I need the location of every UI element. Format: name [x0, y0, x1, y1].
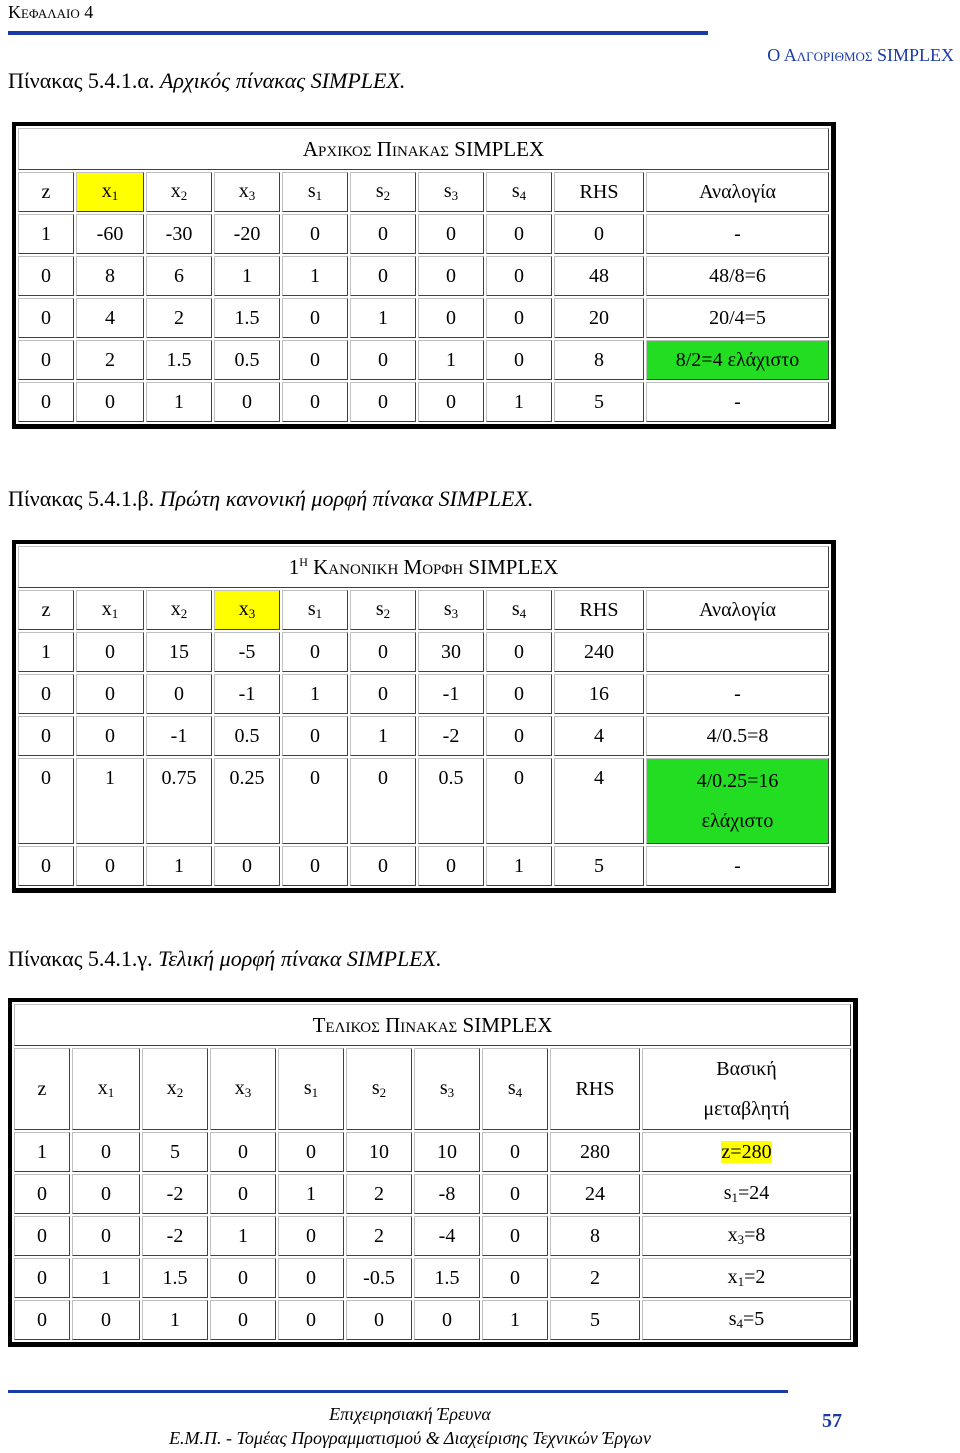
cell: 4	[76, 298, 144, 338]
header-cell: $x_1$	[72, 1048, 140, 1130]
cell: 0	[14, 1174, 70, 1214]
table-row	[18, 674, 829, 714]
cell: 1	[350, 716, 416, 756]
cell: 0	[210, 1132, 276, 1172]
table2-caption-description: Πρώτη κανονική μορφή πίνακα SIMPLEX.	[159, 486, 534, 511]
cell: 0	[282, 382, 348, 422]
table2-title-number: 1	[288, 554, 300, 579]
header-cell: $x_2$	[146, 590, 212, 630]
cell: 1	[278, 1174, 344, 1214]
header-cell: z	[18, 590, 74, 630]
table-row	[18, 846, 829, 886]
table1-caption	[8, 68, 405, 94]
header-cell: RHS	[554, 172, 644, 212]
footer-rule	[8, 1390, 788, 1393]
cell: 0	[350, 382, 416, 422]
cell: 0	[486, 632, 552, 672]
cell: 8	[550, 1216, 640, 1256]
cell: -2	[418, 716, 484, 756]
cell: 5	[554, 846, 644, 886]
cell: 1	[18, 632, 74, 672]
cell: -0.5	[346, 1258, 412, 1298]
cell: -4	[414, 1216, 480, 1256]
header-cell-pivot: $x_3$	[214, 590, 280, 630]
header-cell: $x_1$	[76, 590, 144, 630]
header-cell: $x_3$	[214, 172, 280, 212]
table-row	[14, 1132, 851, 1172]
cell: 2	[146, 298, 212, 338]
header-cell: Βασική μεταβλητή	[642, 1048, 851, 1130]
cell: -2	[142, 1216, 208, 1256]
cell: 15	[146, 632, 212, 672]
table1-frame	[12, 122, 836, 429]
cell: 1	[76, 758, 144, 844]
cell: 1	[146, 382, 212, 422]
cell: 2	[346, 1216, 412, 1256]
cell: 0	[282, 846, 348, 886]
cell: 0.5	[214, 340, 280, 380]
cell: 0	[418, 846, 484, 886]
table3-caption-number: Πίνακας 5.4.1.γ.	[8, 946, 153, 971]
cell: 280	[550, 1132, 640, 1172]
cell: 0	[486, 214, 552, 254]
cell: 0	[486, 758, 552, 844]
cell: 8	[554, 340, 644, 380]
header-cell: $s_1$	[278, 1048, 344, 1130]
header-cell: $s_3$	[418, 172, 484, 212]
cell-basic-var	[642, 1132, 851, 1172]
cell: 0	[282, 340, 348, 380]
header-cell: $s_4$	[486, 590, 552, 630]
cell: 0	[350, 674, 416, 714]
header-cell: $s_4$	[486, 172, 552, 212]
cell: 0	[282, 298, 348, 338]
cell: 240	[554, 632, 644, 672]
cell: 0	[482, 1132, 548, 1172]
cell: 0	[418, 298, 484, 338]
cell: 0	[350, 846, 416, 886]
cell-basic-var: $x_1=2$	[642, 1258, 851, 1298]
cell: 5	[554, 382, 644, 422]
table2-header-row	[18, 590, 829, 630]
table2-frame	[12, 540, 836, 893]
header-cell: $x_2$	[142, 1048, 208, 1130]
cell: 0	[14, 1258, 70, 1298]
running-head: Ο Αλγοριθμος SIMPLEX	[767, 45, 954, 65]
table-row	[18, 758, 829, 844]
cell: 20	[554, 298, 644, 338]
cell: 0	[18, 846, 74, 886]
first-canonical-table	[16, 544, 831, 888]
table2-title-superscript: Η	[299, 554, 308, 569]
table2-caption	[8, 486, 533, 512]
cell: 0	[14, 1216, 70, 1256]
table1-caption-description: Αρχικός πίνακας SIMPLEX.	[159, 68, 406, 93]
table-row	[18, 298, 829, 338]
header-cell: Αναλογία	[646, 172, 829, 212]
cell: -30	[146, 214, 212, 254]
cell: 0	[282, 214, 348, 254]
cell: 0	[482, 1216, 548, 1256]
cell: -5	[214, 632, 280, 672]
table-row	[14, 1258, 851, 1298]
table1-header-row	[18, 172, 829, 212]
cell: 0	[18, 256, 74, 296]
cell: 0	[350, 214, 416, 254]
cell: 1	[418, 340, 484, 380]
cell: 0	[18, 298, 74, 338]
cell: 16	[554, 674, 644, 714]
cell-basic-var: $x_3=8$	[642, 1216, 851, 1256]
cell: 0	[282, 632, 348, 672]
initial-simplex-table	[16, 126, 831, 424]
cell: 0	[278, 1258, 344, 1298]
cell: 4/0.5=8	[646, 716, 829, 756]
cell: -20	[214, 214, 280, 254]
table-row	[18, 632, 829, 672]
cell: 1	[210, 1216, 276, 1256]
cell: 8	[76, 256, 144, 296]
cell: 0	[14, 1300, 70, 1340]
final-simplex-table	[12, 1002, 853, 1342]
cell: -	[646, 674, 829, 714]
cell: 1.5	[214, 298, 280, 338]
table2-title	[18, 546, 829, 588]
cell: 0	[76, 382, 144, 422]
chapter-label: Κεφαλαιο 4	[8, 2, 94, 22]
cell: 1	[142, 1300, 208, 1340]
header-cell: RHS	[554, 590, 644, 630]
cell: 0	[554, 214, 644, 254]
cell: 24	[550, 1174, 640, 1214]
table-row	[18, 716, 829, 756]
cell: 0	[278, 1216, 344, 1256]
cell: 0	[18, 340, 74, 380]
header-cell: $s_3$	[418, 590, 484, 630]
cell: 5	[550, 1300, 640, 1340]
table-row	[14, 1216, 851, 1256]
cell: 0	[482, 1174, 548, 1214]
cell: 0	[76, 716, 144, 756]
header-rule	[8, 31, 708, 35]
cell: 1	[146, 846, 212, 886]
cell: -1	[146, 716, 212, 756]
cell: 0	[418, 214, 484, 254]
cell: 0	[214, 382, 280, 422]
cell: 0	[18, 758, 74, 844]
cell: 0	[210, 1300, 276, 1340]
cell: 1	[14, 1132, 70, 1172]
cell: 10	[414, 1132, 480, 1172]
cell	[646, 632, 829, 672]
cell: 0	[76, 632, 144, 672]
cell: -	[646, 846, 829, 886]
cell: 0	[72, 1174, 140, 1214]
cell: 0	[346, 1300, 412, 1340]
cell: 2	[346, 1174, 412, 1214]
cell: 0	[486, 298, 552, 338]
cell: 0	[282, 716, 348, 756]
cell: 48/8=6	[646, 256, 829, 296]
cell: 0	[146, 674, 212, 714]
header-cell: $s_3$	[414, 1048, 480, 1130]
cell: -1	[418, 674, 484, 714]
table3-title: Τελικος Πινακας SIMPLEX	[14, 1004, 851, 1046]
cell: 0	[72, 1216, 140, 1256]
cell: 1.5	[146, 340, 212, 380]
header-cell: $s_2$	[350, 172, 416, 212]
cell: 1	[482, 1300, 548, 1340]
cell-min-ratio: 4/0.25=16 ελάχιστο	[646, 758, 829, 844]
table-row	[18, 382, 829, 422]
cell: -1	[214, 674, 280, 714]
cell-min-ratio: 8/2=4 ελάχιστο	[646, 340, 829, 380]
table1-caption-number: Πίνακας 5.4.1.α.	[8, 68, 155, 93]
cell: 0	[72, 1132, 140, 1172]
cell: 5	[142, 1132, 208, 1172]
cell-basic-var: $s_4=5$	[642, 1300, 851, 1340]
header-cell: $s_1$	[282, 590, 348, 630]
cell: 0	[486, 340, 552, 380]
cell: 0	[482, 1258, 548, 1298]
cell: 0	[418, 256, 484, 296]
cell: -60	[76, 214, 144, 254]
cell: 2	[76, 340, 144, 380]
header-cell: $s_2$	[350, 590, 416, 630]
header-cell: $s_4$	[482, 1048, 548, 1130]
cell: 1	[486, 382, 552, 422]
cell: 0	[414, 1300, 480, 1340]
table-row	[18, 214, 829, 254]
table2-title-text: Κανονικη Μορφη SIMPLEX	[313, 554, 559, 579]
cell: 6	[146, 256, 212, 296]
table3-frame	[8, 998, 858, 1347]
cell: 1	[486, 846, 552, 886]
cell: 0	[18, 382, 74, 422]
cell: 0	[278, 1132, 344, 1172]
table-row	[18, 340, 829, 380]
cell: 0.25	[214, 758, 280, 844]
table3-caption	[8, 946, 442, 972]
header-cell: Αναλογία	[646, 590, 829, 630]
cell: 0	[486, 716, 552, 756]
table-row	[14, 1174, 851, 1214]
table1-title: Αρχικος Πινακας SIMPLEX	[18, 128, 829, 170]
cell: 0	[72, 1300, 140, 1340]
cell: 0	[76, 674, 144, 714]
cell: 0	[210, 1258, 276, 1298]
cell: 1	[72, 1258, 140, 1298]
header-cell: $s_2$	[346, 1048, 412, 1130]
optimal-z-value: z=280	[721, 1140, 772, 1163]
cell: 0	[18, 674, 74, 714]
cell: 1	[214, 256, 280, 296]
cell: 0	[350, 256, 416, 296]
page-number: 57	[822, 1410, 842, 1432]
header-cell: $s_1$	[282, 172, 348, 212]
table3-caption-description: Τελική μορφή πίνακα SIMPLEX.	[158, 946, 442, 971]
cell: 0	[18, 716, 74, 756]
cell: 1	[350, 298, 416, 338]
cell: 0	[210, 1174, 276, 1214]
cell: 4	[554, 758, 644, 844]
cell: 48	[554, 256, 644, 296]
cell-basic-var: $s_1=24$	[642, 1174, 851, 1214]
header-cell: z	[18, 172, 74, 212]
header-cell: z	[14, 1048, 70, 1130]
cell: -8	[414, 1174, 480, 1214]
cell: -	[646, 214, 829, 254]
cell: -2	[142, 1174, 208, 1214]
table-row	[18, 256, 829, 296]
header-cell-pivot: $x_1$	[76, 172, 144, 212]
cell: 0.75	[146, 758, 212, 844]
cell: 30	[418, 632, 484, 672]
header-cell: RHS	[550, 1048, 640, 1130]
table3-header-row	[14, 1048, 851, 1130]
cell: 0	[76, 846, 144, 886]
cell: 0	[350, 758, 416, 844]
table2-caption-number: Πίνακας 5.4.1.β.	[8, 486, 155, 511]
cell: 0	[418, 382, 484, 422]
cell: 0	[282, 758, 348, 844]
cell: 4	[554, 716, 644, 756]
cell: 1.5	[142, 1258, 208, 1298]
cell: 2	[550, 1258, 640, 1298]
cell: -	[646, 382, 829, 422]
cell: 10	[346, 1132, 412, 1172]
footer-department: Ε.Μ.Π. - Τομέας Προγραμματισμού & Διαχείρισης Τεχνικών Έργων	[169, 1428, 651, 1448]
cell: 0	[350, 340, 416, 380]
cell: 0.5	[418, 758, 484, 844]
header-cell: $x_3$	[210, 1048, 276, 1130]
cell: 0	[486, 674, 552, 714]
cell: 0	[350, 632, 416, 672]
footer-course-title: Επιχειρησιακή Έρευνα	[329, 1404, 491, 1424]
cell: 1.5	[414, 1258, 480, 1298]
table-row	[14, 1300, 851, 1340]
cell: 0.5	[214, 716, 280, 756]
cell: 0	[278, 1300, 344, 1340]
cell: 0	[486, 256, 552, 296]
cell: 20/4=5	[646, 298, 829, 338]
cell: 1	[282, 674, 348, 714]
cell: 1	[282, 256, 348, 296]
header-cell: $x_2$	[146, 172, 212, 212]
cell: 0	[214, 846, 280, 886]
cell: 1	[18, 214, 74, 254]
